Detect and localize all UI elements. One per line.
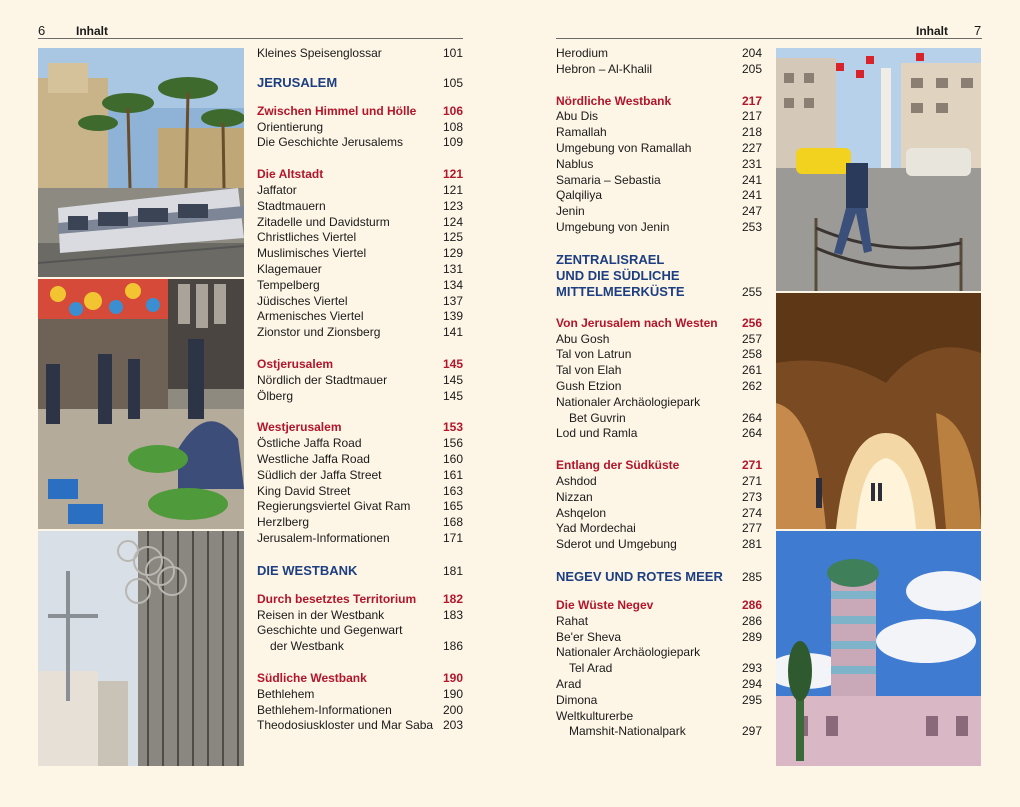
- toc-entry-label: Bethlehem: [257, 686, 315, 701]
- toc-entry[interactable]: [556, 188, 762, 204]
- toc-entry-label: Tempelberg: [257, 277, 320, 292]
- toc-entry-label: Östliche Jaffa Road: [257, 436, 362, 451]
- toc-entry-label: Zitadelle und Davidsturm: [257, 214, 390, 229]
- toc-entry[interactable]: [257, 46, 463, 62]
- toc-entry-label: Westjerusalem: [257, 420, 342, 435]
- toc-entry[interactable]: [257, 246, 463, 262]
- toc-entry-page: 264: [741, 410, 762, 425]
- toc-entry-page: 227: [741, 140, 762, 155]
- toc-entry[interactable]: [556, 724, 762, 740]
- toc-entry-page: 109: [442, 135, 463, 150]
- toc-entry-label: Orientierung: [257, 119, 324, 134]
- toc-entry-label: Jüdisches Viertel: [257, 293, 348, 308]
- toc-entry-page: 121: [442, 167, 463, 182]
- header-rule-right: [556, 38, 982, 39]
- toc-entry[interactable]: [556, 220, 762, 236]
- toc-entry-label: Westliche Jaffa Road: [257, 451, 370, 466]
- toc-entry[interactable]: [257, 199, 463, 215]
- toc-entry-label: Ölberg: [257, 388, 294, 403]
- toc-entry-label: Kleines Speisenglossar: [257, 46, 382, 60]
- toc-spacer: [257, 579, 463, 592]
- toc-entry-label: Be'er Sheva: [556, 629, 621, 644]
- toc-entry-label: Die Geschichte Jerusalems: [257, 135, 404, 150]
- toc-entry-label: der Westbank: [270, 639, 344, 654]
- toc-entry-page: 271: [741, 473, 762, 488]
- toc-entry[interactable]: [556, 109, 762, 125]
- toc-right-column: [556, 46, 762, 740]
- toc-entry-label: Umgebung von Ramallah: [556, 140, 692, 155]
- toc-entry-label: Dimona: [556, 692, 598, 707]
- toc-entry-page: 190: [442, 670, 463, 685]
- toc-entry-label: Durch besetztes Territorium: [257, 591, 417, 606]
- toc-entry-label: Umgebung von Jenin: [556, 219, 670, 234]
- toc-entry-label: Regierungsviertel Givat Ram: [257, 499, 411, 514]
- toc-entry-page: 293: [741, 661, 762, 676]
- toc-entry[interactable]: [556, 316, 762, 332]
- toc-entry-label: Tal von Latrun: [556, 347, 632, 362]
- photo-ramallah-street: [776, 48, 981, 291]
- photo-market-scene: [38, 279, 244, 529]
- toc-entry-page: 261: [741, 363, 762, 378]
- toc-entry-label: King David Street: [257, 483, 351, 498]
- toc-entry-label: DIE WESTBANK: [257, 562, 358, 578]
- toc-entry[interactable]: [257, 373, 463, 389]
- toc-entry[interactable]: [257, 278, 463, 294]
- toc-entry-label: Samaria – Sebastia: [556, 172, 661, 187]
- toc-spacer: [257, 91, 463, 104]
- toc-entry-label: Rahat: [556, 613, 589, 628]
- toc-entry[interactable]: [556, 332, 762, 348]
- toc-entry-page: 241: [741, 188, 762, 203]
- toc-entry-page: 286: [741, 597, 762, 612]
- toc-spacer: [257, 547, 463, 563]
- toc-entry-page: 203: [442, 718, 463, 733]
- toc-entry[interactable]: [257, 309, 463, 325]
- toc-entry-label: Klagemauer: [257, 261, 322, 276]
- toc-entry[interactable]: [556, 125, 762, 141]
- toc-entry-page: 217: [741, 93, 762, 108]
- toc-entry-label: Jerusalem-Informationen: [257, 530, 390, 545]
- toc-entry-label: MITTELMEERKÜSTE: [556, 283, 685, 299]
- toc-entry[interactable]: [556, 598, 762, 614]
- header-rule-left: [38, 38, 463, 39]
- toc-entry-page: 277: [741, 521, 762, 536]
- toc-entry[interactable]: [257, 608, 463, 624]
- toc-entry-page: 271: [741, 458, 762, 473]
- toc-entry-label: Jenin: [556, 204, 585, 219]
- toc-entry-label: Herzlberg: [257, 515, 310, 530]
- toc-entry[interactable]: [556, 537, 762, 553]
- toc-entry-label: Theodosiuskloster und Mar Saba: [257, 718, 434, 733]
- toc-entry[interactable]: [257, 120, 463, 136]
- toc-entry[interactable]: [257, 230, 463, 246]
- toc-entry-page: 190: [442, 686, 463, 701]
- toc-entry-label: Tel Arad: [569, 661, 613, 676]
- toc-entry[interactable]: [257, 671, 463, 687]
- toc-entry[interactable]: [556, 379, 762, 395]
- toc-entry[interactable]: [257, 167, 463, 183]
- running-head-right: Inhalt: [916, 24, 948, 38]
- toc-entry-page: 121: [442, 182, 463, 197]
- toc-entry[interactable]: [257, 389, 463, 405]
- toc-entry-label: Nizzan: [556, 489, 593, 504]
- toc-entry-label: Die Wüste Negev: [556, 597, 654, 612]
- toc-spacer: [257, 151, 463, 167]
- toc-entry[interactable]: [257, 436, 463, 452]
- toc-entry-label: Weltkulturerbe: [556, 708, 634, 723]
- toc-entry-label: Arad: [556, 676, 582, 691]
- toc-entry[interactable]: [556, 268, 762, 284]
- toc-entry-label: UND DIE SÜDLICHE: [556, 267, 680, 283]
- toc-entry-page: 200: [442, 702, 463, 717]
- toc-entry-page: 289: [741, 629, 762, 644]
- toc-entry[interactable]: [257, 563, 463, 579]
- toc-entry-page: 161: [442, 467, 463, 482]
- toc-entry[interactable]: [556, 693, 762, 709]
- toc-entry-label: Von Jerusalem nach Westen: [556, 315, 718, 330]
- toc-entry-page: 182: [442, 591, 463, 606]
- toc-entry-page: 217: [741, 109, 762, 124]
- toc-entry-page: 255: [741, 284, 762, 299]
- toc-entry[interactable]: [257, 468, 463, 484]
- toc-entry[interactable]: [257, 357, 463, 373]
- toc-entry-label: Ostjerusalem: [257, 356, 334, 371]
- toc-entry[interactable]: [556, 614, 762, 630]
- toc-entry[interactable]: [556, 395, 762, 411]
- toc-spacer: [257, 62, 463, 75]
- toc-entry-page: 297: [741, 724, 762, 739]
- toc-entry-page: 168: [442, 515, 463, 530]
- toc-entry-page: 156: [442, 436, 463, 451]
- toc-spacer: [556, 442, 762, 458]
- toc-entry-label: Qalqiliya: [556, 188, 603, 203]
- toc-entry-page: 105: [442, 75, 463, 90]
- toc-spacer: [556, 585, 762, 598]
- toc-entry-label: Abu Gosh: [556, 331, 610, 346]
- toc-entry[interactable]: [556, 141, 762, 157]
- toc-entry[interactable]: [257, 703, 463, 719]
- running-head-left: Inhalt: [76, 24, 108, 38]
- toc-entry[interactable]: [257, 262, 463, 278]
- toc-entry[interactable]: [556, 426, 762, 442]
- toc-entry-page: 218: [741, 125, 762, 140]
- toc-entry-label: Nationaler Archäologiepark: [556, 394, 701, 409]
- toc-entry-page: 153: [442, 420, 463, 435]
- toc-entry[interactable]: [556, 458, 762, 474]
- toc-entry-label: Jaffator: [257, 182, 297, 197]
- toc-entry-label: Südliche Westbank: [257, 670, 367, 685]
- toc-entry[interactable]: [556, 661, 762, 677]
- toc-entry-page: 139: [442, 309, 463, 324]
- toc-entry[interactable]: [556, 252, 762, 268]
- toc-entry-label: Herodium: [556, 46, 609, 60]
- toc-entry-label: JERUSALEM: [257, 74, 338, 90]
- toc-entry-page: 131: [442, 261, 463, 276]
- toc-spacer: [556, 300, 762, 316]
- toc-entry-page: 273: [741, 489, 762, 504]
- toc-entry-label: Nationaler Archäologiepark: [556, 645, 701, 660]
- toc-entry-page: 137: [442, 293, 463, 308]
- toc-entry-label: Ashdod: [556, 473, 597, 488]
- toc-entry-label: Die Altstadt: [257, 167, 324, 182]
- toc-entry-label: Nördliche Westbank: [556, 93, 672, 108]
- toc-entry[interactable]: [257, 499, 463, 515]
- toc-entry-label: Zionstor und Zionsberg: [257, 325, 381, 340]
- toc-entry-label: Hebron – Al-Khalil: [556, 61, 653, 76]
- toc-entry-label: Entlang der Südküste: [556, 458, 680, 473]
- toc-entry[interactable]: [556, 569, 762, 585]
- toc-entry-page: 125: [442, 230, 463, 245]
- photo-negev-tower: [776, 531, 981, 766]
- toc-entry-page: 257: [741, 331, 762, 346]
- toc-entry-page: 141: [442, 325, 463, 340]
- toc-spacer: [257, 655, 463, 671]
- toc-entry[interactable]: [257, 687, 463, 703]
- photo-jerusalem-tram: [38, 48, 244, 277]
- toc-entry[interactable]: [556, 94, 762, 110]
- toc-entry[interactable]: [257, 104, 463, 120]
- toc-entry-label: Yad Mordechai: [556, 521, 636, 536]
- toc-entry[interactable]: [556, 709, 762, 725]
- toc-entry[interactable]: [556, 630, 762, 646]
- toc-entry-page: 231: [741, 156, 762, 171]
- toc-entry-label: Nördlich der Stadtmauer: [257, 372, 388, 387]
- toc-entry[interactable]: [257, 325, 463, 341]
- toc-entry-page: 285: [741, 569, 762, 584]
- toc-entry[interactable]: [556, 645, 762, 661]
- toc-entry-label: Geschichte und Gegenwart: [257, 623, 403, 638]
- toc-entry[interactable]: [556, 62, 762, 78]
- toc-entry[interactable]: [257, 294, 463, 310]
- toc-spacer: [556, 553, 762, 569]
- toc-entry[interactable]: [257, 718, 463, 734]
- toc-entry-page: 106: [442, 103, 463, 118]
- toc-entry-label: Armenisches Viertel: [257, 309, 364, 324]
- toc-entry-page: 123: [442, 198, 463, 213]
- toc-entry-page: 294: [741, 676, 762, 691]
- toc-entry-label: Stadtmauern: [257, 198, 326, 213]
- toc-entry[interactable]: [257, 183, 463, 199]
- toc-entry-page: 286: [741, 613, 762, 628]
- toc-entry-label: ZENTRALISRAEL: [556, 251, 665, 267]
- toc-entry[interactable]: [556, 506, 762, 522]
- toc-left-column: [257, 46, 463, 734]
- toc-entry-page: 181: [442, 563, 463, 578]
- toc-entry[interactable]: [257, 623, 463, 639]
- toc-entry-page: 186: [442, 639, 463, 654]
- toc-entry-page: 145: [442, 388, 463, 403]
- toc-entry-label: Sderot und Umgebung: [556, 537, 677, 552]
- toc-entry-page: 295: [741, 692, 762, 707]
- toc-entry[interactable]: [556, 411, 762, 427]
- toc-entry[interactable]: [556, 521, 762, 537]
- toc-entry-label: Muslimisches Viertel: [257, 246, 367, 261]
- toc-spacer: [556, 78, 762, 94]
- toc-entry[interactable]: [257, 215, 463, 231]
- toc-entry-page: 101: [442, 46, 463, 60]
- toc-entry-label: NEGEV UND ROTES MEER: [556, 568, 723, 584]
- toc-entry-label: Zwischen Himmel und Hölle: [257, 103, 417, 118]
- toc-entry[interactable]: [257, 452, 463, 468]
- toc-entry-page: 124: [442, 214, 463, 229]
- toc-entry[interactable]: [556, 46, 762, 62]
- toc-entry-page: 253: [741, 219, 762, 234]
- toc-entry-label: Ashqelon: [556, 505, 607, 520]
- toc-entry[interactable]: [257, 484, 463, 500]
- toc-spacer: [556, 236, 762, 252]
- toc-entry-page: 171: [442, 530, 463, 545]
- toc-entry-page: 258: [741, 347, 762, 362]
- toc-entry[interactable]: [556, 157, 762, 173]
- toc-entry-page: 108: [442, 119, 463, 134]
- toc-entry-label: Tal von Elah: [556, 363, 622, 378]
- page-number-right: 7: [974, 23, 982, 38]
- toc-entry-page: 262: [741, 378, 762, 393]
- toc-spacer: [257, 341, 463, 357]
- toc-entry-page: 247: [741, 204, 762, 219]
- page-number-left: 6: [38, 23, 46, 38]
- toc-entry-page: 145: [442, 372, 463, 387]
- toc-entry[interactable]: [257, 420, 463, 436]
- toc-entry-page: 165: [442, 499, 463, 514]
- toc-entry-page: 205: [741, 61, 762, 76]
- toc-entry-page: 274: [741, 505, 762, 520]
- photo-separation-wall: [38, 531, 244, 766]
- toc-entry-page: 183: [442, 607, 463, 622]
- toc-entry-page: 145: [442, 356, 463, 371]
- toc-entry-label: Ramallah: [556, 125, 607, 140]
- toc-entry[interactable]: [556, 363, 762, 379]
- toc-entry[interactable]: [556, 204, 762, 220]
- toc-entry[interactable]: [556, 677, 762, 693]
- toc-entry-label: Mamshit-Nationalpark: [569, 724, 686, 739]
- photo-bell-cave: [776, 293, 981, 529]
- toc-entry[interactable]: [556, 347, 762, 363]
- toc-entry-label: Lod und Ramla: [556, 426, 638, 441]
- toc-entry-page: 204: [741, 46, 762, 60]
- toc-entry-page: 241: [741, 172, 762, 187]
- toc-spacer: [257, 404, 463, 420]
- toc-entry[interactable]: [556, 173, 762, 189]
- toc-entry[interactable]: [556, 490, 762, 506]
- toc-entry[interactable]: [556, 284, 762, 300]
- toc-entry[interactable]: [257, 75, 463, 91]
- toc-entry[interactable]: [257, 515, 463, 531]
- toc-entry-page: 160: [442, 451, 463, 466]
- toc-entry[interactable]: [257, 592, 463, 608]
- toc-entry-label: Gush Etzion: [556, 378, 622, 393]
- toc-entry-label: Südlich der Jaffa Street: [257, 467, 382, 482]
- toc-entry-label: Bet Guvrin: [569, 410, 626, 425]
- toc-entry-page: 256: [741, 315, 762, 330]
- toc-entry-page: 281: [741, 537, 762, 552]
- toc-entry-page: 163: [442, 483, 463, 498]
- toc-entry-page: 129: [442, 246, 463, 261]
- toc-entry[interactable]: [257, 531, 463, 547]
- toc-entry-page: 264: [741, 426, 762, 441]
- toc-entry-label: Reisen in der Westbank: [257, 607, 385, 622]
- toc-entry-page: 134: [442, 277, 463, 292]
- toc-entry[interactable]: [556, 474, 762, 490]
- toc-entry-label: Nablus: [556, 156, 594, 171]
- toc-entry[interactable]: [257, 639, 463, 655]
- toc-entry-label: Christliches Viertel: [257, 230, 357, 245]
- toc-entry-label: Abu Dis: [556, 109, 599, 124]
- toc-entry[interactable]: [257, 135, 463, 151]
- toc-entry-label: Bethlehem-Informationen: [257, 702, 392, 717]
